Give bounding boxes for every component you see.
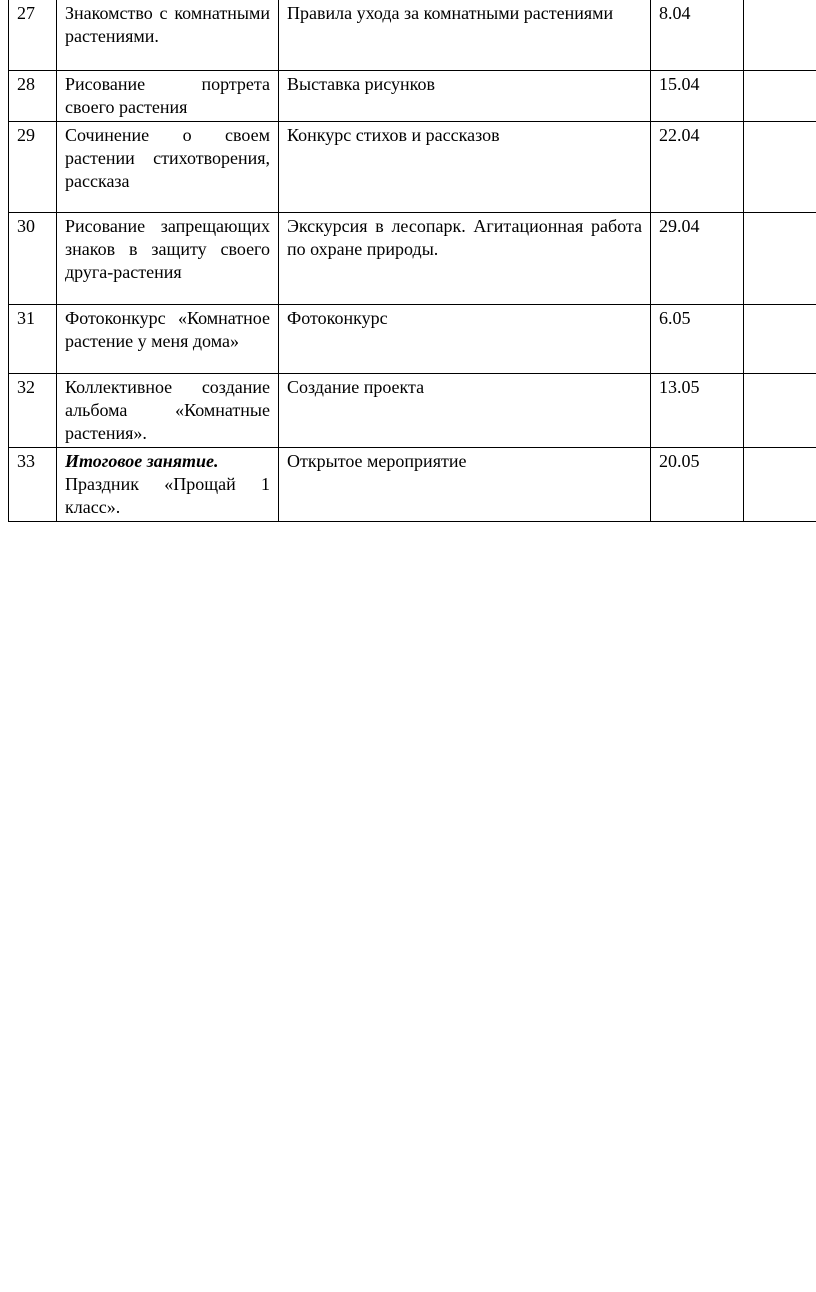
row-number: 33 [9, 447, 57, 521]
table-row [9, 212, 816, 304]
extra-cell [744, 373, 816, 447]
topic-bold-title: Итоговое занятие. [65, 450, 219, 471]
extra-cell [744, 304, 816, 373]
row-number: 32 [9, 373, 57, 447]
date-cell: 13.05 [651, 373, 744, 447]
topic-cell: Знакомство с комнатными растениями. [57, 0, 279, 70]
table-row [9, 0, 816, 70]
table-row [9, 70, 816, 121]
table-row [9, 304, 816, 373]
activity-cell: Конкурс стихов и рассказов [279, 121, 651, 212]
activity-cell: Правила ухода за комнатными растениями [279, 0, 651, 70]
extra-cell [744, 212, 816, 304]
extra-cell [744, 447, 816, 521]
row-number: 27 [9, 0, 57, 70]
topic-cell: Рисование запрещающих знаков в защиту своего друга-растения [57, 212, 279, 304]
row-number: 31 [9, 304, 57, 373]
row-number: 28 [9, 70, 57, 121]
schedule-table [8, 0, 816, 522]
row-number: 30 [9, 212, 57, 304]
table-row [9, 447, 816, 521]
date-cell: 20.05 [651, 447, 744, 521]
activity-cell: Выставка рисунков [279, 70, 651, 121]
topic-cell: Рисование портрета своего растения [57, 70, 279, 121]
topic-cell: Фотоконкурс «Комнатное растение у меня дома» [57, 304, 279, 373]
extra-cell [744, 0, 816, 70]
topic-cell: Сочинение о своем растении стихотворения, рассказа [57, 121, 279, 212]
table-row [9, 373, 816, 447]
date-cell: 6.05 [651, 304, 744, 373]
activity-cell: Экскурсия в лесопарк. Агитационная работа по охране природы. [279, 212, 651, 304]
table-row [9, 121, 816, 212]
date-cell: 8.04 [651, 0, 744, 70]
date-cell: 22.04 [651, 121, 744, 212]
topic-cell: Коллективное создание альбома «Комнатные растения». [57, 373, 279, 447]
activity-cell: Открытое мероприятие [279, 447, 651, 521]
extra-cell [744, 70, 816, 121]
topic-cell [57, 447, 279, 521]
topic-text: Праздник «Прощай 1 класс». [65, 473, 270, 517]
extra-cell [744, 121, 816, 212]
activity-cell: Создание проекта [279, 373, 651, 447]
row-number: 29 [9, 121, 57, 212]
date-cell: 29.04 [651, 212, 744, 304]
activity-cell: Фотоконкурс [279, 304, 651, 373]
date-cell: 15.04 [651, 70, 744, 121]
